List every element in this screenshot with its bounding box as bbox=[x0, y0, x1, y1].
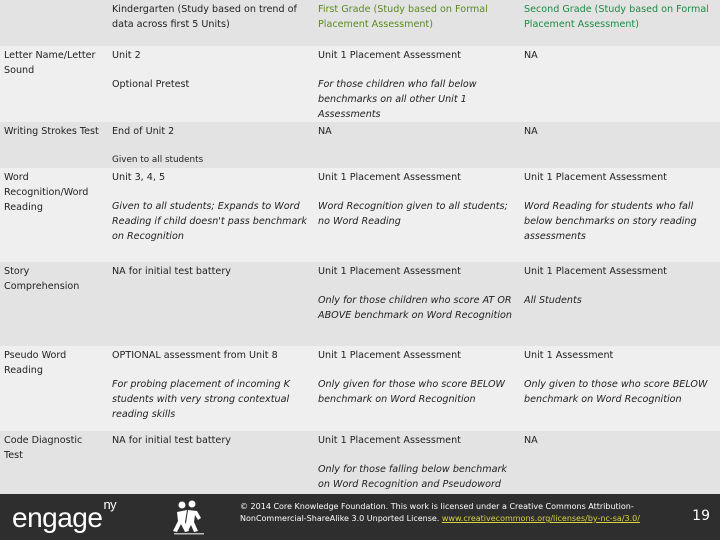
cell-note: Only for those falling below benchmark on Word Recognition and Pseudoword bbox=[318, 464, 507, 490]
kindergarten-cell bbox=[108, 46, 314, 122]
second-grade-cell bbox=[520, 168, 720, 262]
second-grade-cell bbox=[520, 46, 720, 122]
cell-primary: Unit 1 Placement Assessment bbox=[318, 50, 461, 61]
cell-note: Only given for those who score BELOW benchmark on Word Recognition bbox=[318, 379, 506, 405]
table-row bbox=[0, 168, 720, 262]
cell-note: For those children who fall below benchmarks on all other Unit 1 Assessments bbox=[318, 79, 477, 120]
cell-primary: Unit 1 Placement Assessment bbox=[524, 266, 667, 277]
cell-primary: Unit 1 Assessment bbox=[524, 350, 614, 361]
row-label: Code Diagnostic Test bbox=[0, 431, 108, 507]
cell-note: Only for those children who score AT OR ABOVE benchmark on Word Recognition bbox=[318, 295, 512, 321]
header-kindergarten: Kindergarten (Study based on trend of data across first 5 Units) bbox=[108, 0, 314, 46]
cell-note: Given to all students; Expands to Word Reading if child doesn't pass benchmark on Recognition bbox=[112, 201, 307, 242]
row-label: Story Comprehension bbox=[0, 262, 108, 346]
row-label: Writing Strokes Test bbox=[0, 122, 108, 168]
license-text bbox=[240, 501, 660, 525]
cell-primary: NA for initial test battery bbox=[112, 435, 231, 446]
cell-primary: Unit 1 Placement Assessment bbox=[318, 266, 461, 277]
cell-note: Only given to those who score BELOW benchmark on Word Recognition bbox=[524, 379, 708, 405]
kindergarten-cell bbox=[108, 122, 314, 168]
cell-note: Word Recognition given to all students; no Word Reading bbox=[318, 201, 508, 227]
table-row bbox=[0, 122, 720, 168]
kindergarten-cell bbox=[108, 168, 314, 262]
cell-note: For probing placement of incoming K students with very strong contextual reading skills bbox=[112, 379, 290, 420]
first-grade-cell bbox=[314, 168, 520, 262]
row-label: Letter Name/Letter Sound bbox=[0, 46, 108, 122]
second-grade-cell bbox=[520, 346, 720, 431]
first-grade-cell bbox=[314, 346, 520, 431]
cell-primary: Unit 1 Placement Assessment bbox=[318, 350, 461, 361]
header-row bbox=[0, 0, 720, 46]
row-label: Word Recognition/Word Reading bbox=[0, 168, 108, 262]
cell-primary: Unit 1 Placement Assessment bbox=[318, 435, 461, 446]
page-number: 19 bbox=[692, 508, 710, 524]
cell-primary: NA bbox=[318, 126, 332, 137]
cell-primary: End of Unit 2 bbox=[112, 126, 175, 137]
cell-primary: OPTIONAL assessment from Unit 8 bbox=[112, 350, 278, 361]
row-label: Pseudo Word Reading bbox=[0, 346, 108, 431]
header-corner bbox=[0, 0, 108, 46]
logo-superscript: ny bbox=[103, 496, 117, 512]
first-grade-cell bbox=[314, 122, 520, 168]
license-statement: © 2014 Core Knowledge Foundation. This work is licensed under a Creative Commons Attribution-NonCommercial-ShareAlike 3.0 Unported License. bbox=[240, 502, 634, 523]
cell-primary: NA bbox=[524, 50, 538, 61]
cell-primary: Unit 1 Placement Assessment bbox=[318, 172, 461, 183]
header-second-grade: Second Grade (Study based on Formal Placement Assessment) bbox=[520, 0, 720, 46]
cell-note: Word Reading for students who fall below benchmarks on story reading assessments bbox=[524, 201, 697, 242]
first-grade-cell bbox=[314, 262, 520, 346]
cell-note: Optional Pretest bbox=[112, 79, 190, 90]
kindergarten-cell bbox=[108, 346, 314, 431]
kindergarten-cell bbox=[108, 262, 314, 346]
footer-bar bbox=[0, 494, 720, 540]
license-link[interactable]: www.creativecommons.org/licenses/by-nc-sa/3.0/ bbox=[441, 514, 640, 523]
engageny-logo bbox=[12, 496, 117, 534]
cell-primary: NA bbox=[524, 435, 538, 446]
cell-note: All Students bbox=[524, 295, 582, 306]
cell-primary: NA bbox=[524, 126, 538, 137]
table-row bbox=[0, 262, 720, 346]
table-row bbox=[0, 346, 720, 431]
first-grade-cell bbox=[314, 46, 520, 122]
cell-primary: NA for initial test battery bbox=[112, 266, 231, 277]
table-row bbox=[0, 46, 720, 122]
cell-primary: Unit 1 Placement Assessment bbox=[524, 172, 667, 183]
cell-primary: Unit 2 bbox=[112, 50, 141, 61]
core-knowledge-logo-icon bbox=[168, 498, 210, 536]
second-grade-cell bbox=[520, 122, 720, 168]
cell-primary: Unit 3, 4, 5 bbox=[112, 172, 166, 183]
header-first-grade: First Grade (Study based on Formal Placement Assessment) bbox=[314, 0, 520, 46]
second-grade-cell bbox=[520, 262, 720, 346]
cell-note: Given to all students bbox=[112, 155, 204, 165]
logo-text: engage bbox=[12, 502, 103, 533]
